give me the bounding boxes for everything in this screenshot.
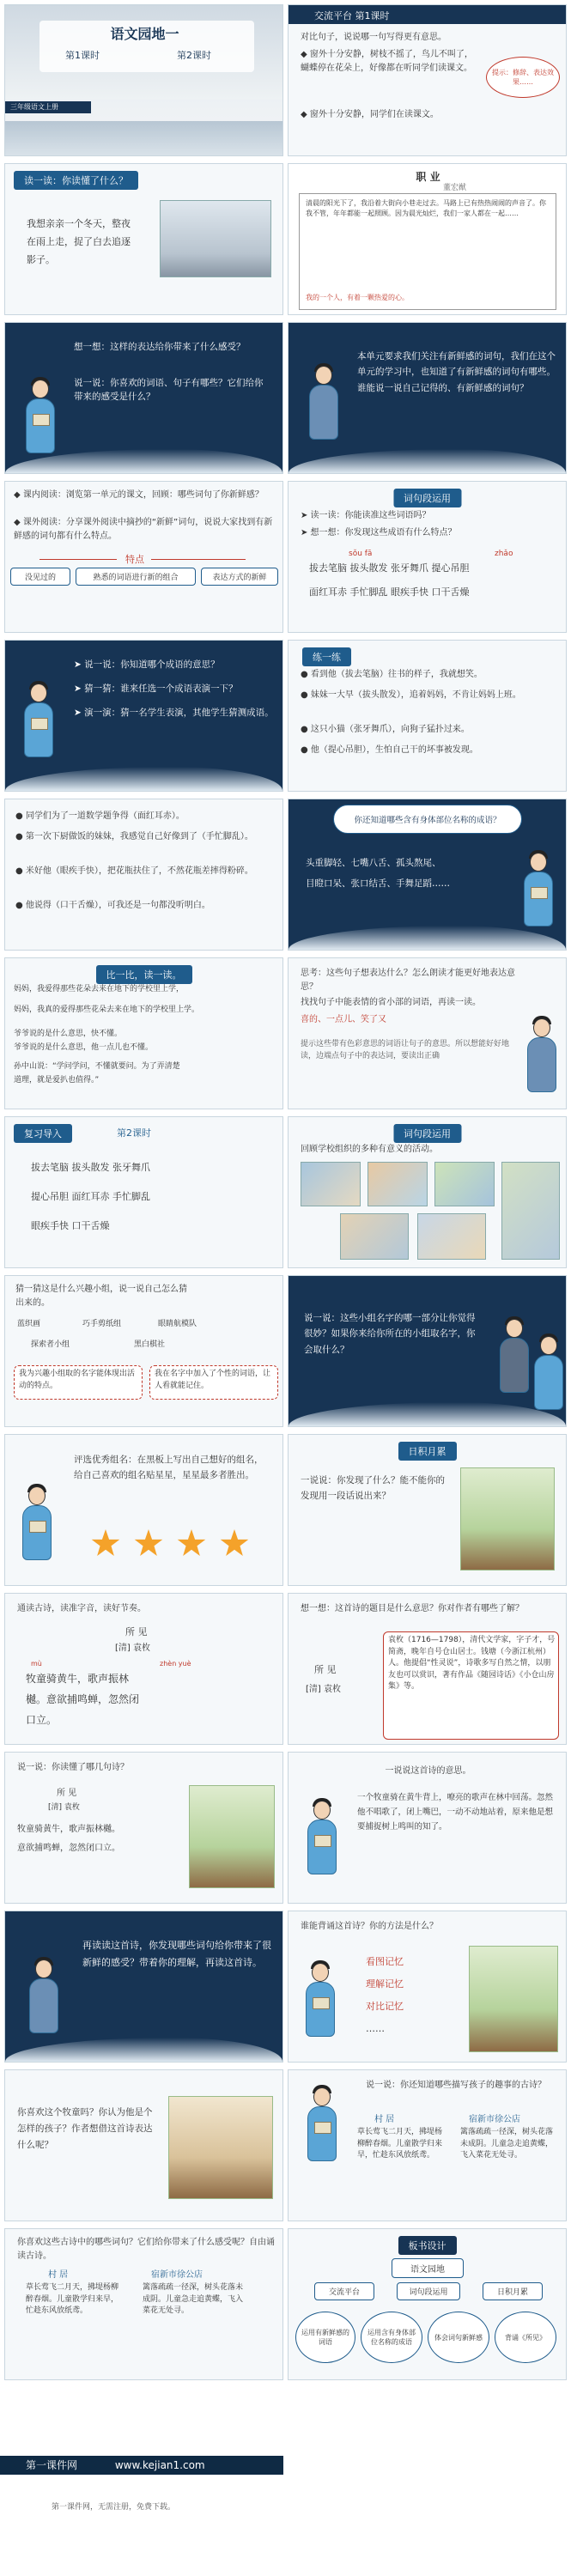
guess-question: 猜一猜这是什么兴趣小组，说一说自己怎么猜出来的。 bbox=[15, 1285, 187, 1308]
footer bbox=[0, 2456, 571, 2576]
question-bubble: 你还知道哪些含有身体部位名称的成语？ bbox=[333, 805, 522, 834]
slide-favorite-lines bbox=[4, 2228, 283, 2380]
review-row-1: 拔去笔脑 拔头散发 张牙舞爪 bbox=[31, 1162, 150, 1173]
compare-2: 妈妈，我真的爱得那些花朵去来在地下的学校里上学。 bbox=[14, 1005, 200, 1014]
item-think: 想一想：这样的表达给你带来了什么感受？ bbox=[74, 342, 246, 352]
poem-question: 说一说：你还知道哪些描写孩子的趣事的古诗？ bbox=[366, 2081, 546, 2090]
wave-decoration bbox=[5, 2038, 282, 2062]
poem-line-1: 牧童骑黄牛，歌声振林 bbox=[26, 1673, 130, 1685]
student-figure bbox=[302, 1801, 342, 1878]
feature-new-combo: 熟悉的词语进行新的组合 bbox=[76, 568, 196, 586]
activity-question: 回顾学校组织的多种有意义的活动。 bbox=[301, 1145, 438, 1154]
header-pill: 板书设计 bbox=[398, 2236, 457, 2255]
slide-practice-1 bbox=[288, 640, 567, 792]
compare-4: 爷爷说的是什么意思，他一点儿也不懂。 bbox=[14, 1043, 154, 1052]
bullet-1: ◆ 窗外十分安静，树枝不摇了，鸟儿不叫了，蝴蝶停在花朵上，好像都在听同学们读课文。 bbox=[301, 50, 473, 73]
slide-word-use bbox=[288, 481, 567, 633]
star-icon bbox=[177, 1529, 206, 1558]
header-pill: 比一比，读一读。 bbox=[96, 965, 192, 984]
poem-line-2: 意欲捕鸣蝉，忽然闭口立。 bbox=[17, 1844, 120, 1853]
bracket-right bbox=[151, 559, 246, 560]
star-icon bbox=[220, 1529, 249, 1558]
slide-understand bbox=[4, 1752, 283, 1904]
student-figure bbox=[21, 380, 60, 457]
key-words: 喜的、一点儿、笑了又 bbox=[301, 1015, 386, 1024]
site-name[interactable]: 第一课件网 bbox=[26, 2459, 78, 2471]
herd-boy-painting bbox=[460, 1467, 555, 1571]
poem-1-title: 村 居 bbox=[48, 2270, 69, 2280]
discover-text: 一说说：你发现了什么？能不能你的发现用一段话说出来？ bbox=[301, 1475, 445, 1502]
meaning-question: 一说说这首诗的意思。 bbox=[385, 1766, 471, 1776]
teacher-figure bbox=[24, 1959, 64, 2037]
item-in-class: ◆ 课内阅读：浏览第一单元的课文，回顾：哪些词句了你新鲜感？ bbox=[14, 490, 264, 500]
compare-6: 道理，就是爱扒也值得。” bbox=[14, 1076, 100, 1084]
favorite-question: 你喜欢这些古诗中的哪些词句？它们给你带来了什么感受呢？自由诵读古诗。 bbox=[17, 2238, 275, 2261]
wave-decoration bbox=[289, 1402, 566, 1426]
poem-line-3: 口立。 bbox=[26, 1714, 58, 1726]
method-1: 看图记忆 bbox=[366, 1956, 404, 1967]
tip: 提示这些带有色彩意思的词语让句子的意思。所以想能好好地读，边端点句子中的表达词，要读出正确 bbox=[301, 1040, 510, 1060]
header-pill: 读一读：你读懂了什么？ bbox=[14, 171, 138, 190]
footer-bar bbox=[0, 2456, 283, 2475]
slide-read bbox=[4, 163, 283, 315]
lesson-title: 语文园地一 bbox=[110, 26, 179, 42]
practice-7: ● 米好他（眼疾手快），把花瓶扶住了，不然花瓶差摔得粉碎。 bbox=[15, 866, 253, 876]
bullet-2: ◆ 窗外十分安静，同学们在读课文。 bbox=[301, 110, 439, 119]
idioms-line-2: 目瞪口呆、张口结舌、手舞足蹈…… bbox=[306, 878, 450, 889]
reread-text: 再读读这首诗，你发现哪些词句给你带来了很新鲜的感受？带着你的理解，再读这首诗。 bbox=[82, 1940, 271, 1969]
slide-title bbox=[4, 4, 283, 156]
meaning-text: 一个牧童骑在黄牛背上，嘹亮的歌声在林中回荡。忽然他不唱歌了，闭上嘴巴，一动不动地站着，原来他是想要捕捉树上鸣叫的知了。 bbox=[357, 1793, 554, 1832]
compare-5: 孙中山说：“学问学问，不懂就要问。为了弄清楚 bbox=[14, 1062, 180, 1071]
herd-boy-painting bbox=[469, 1946, 558, 2052]
item-extra: ◆ 课外阅读：分享课外阅读中摘抄的“新鲜”词句，说说大家找到有新鲜感的词句都有什么特点。 bbox=[14, 518, 273, 541]
wave-decoration bbox=[289, 449, 566, 473]
slide-vote bbox=[4, 1434, 283, 1586]
board-node-exchange: 交流平台 bbox=[314, 2282, 374, 2300]
slide-review bbox=[4, 1116, 283, 1268]
tab-lesson-2[interactable]: 第2课时 bbox=[177, 50, 211, 61]
star-icon bbox=[134, 1529, 163, 1558]
instruction-text: 本单元要求我们关注有新鲜感的词句，我们在这个单元的学习中，也知道了有新鲜感的词句有哪些。谁能说一说自己记得的、有新鲜感的词句？ bbox=[357, 351, 556, 393]
read-instruction: 通读古诗，读准字音，读好节奏。 bbox=[17, 1604, 146, 1613]
student-figure bbox=[301, 1963, 340, 2040]
item-say: ➤ 说一说：你知道哪个成语的意思？ bbox=[74, 659, 220, 670]
understand-question: 说一说：你读懂了哪几句诗？ bbox=[17, 1763, 129, 1772]
article-author: 董宏猷 bbox=[443, 184, 467, 192]
board-oval-4: 背诵《所见》 bbox=[495, 2312, 556, 2363]
discussion-text: 你喜欢这个牧童吗？你认为他是个怎样的孩子？作者想借这首诗表达什么呢？ bbox=[17, 2107, 153, 2150]
tab-lesson-1[interactable]: 第1课时 bbox=[65, 50, 100, 61]
method-3: 对比记忆 bbox=[366, 2001, 404, 2012]
comment-2: 我在名字中加入了个性的词语，让人看就能记住。 bbox=[155, 1370, 271, 1390]
slide-poem-read bbox=[4, 1593, 283, 1745]
wave-decoration bbox=[5, 767, 282, 791]
article-title: 职 业 bbox=[416, 171, 440, 183]
slide-recite bbox=[288, 1911, 567, 2063]
group-1: 蓝织画 bbox=[17, 1320, 41, 1328]
practice-1: ● 看到他（拔去笔脑）往书的样子，我就想笑。 bbox=[301, 670, 483, 679]
photo-3 bbox=[434, 1162, 495, 1206]
recite-question: 谁能背诵这首诗？你的方法是什么？ bbox=[301, 1922, 438, 1931]
group-4: 探索者小组 bbox=[31, 1340, 70, 1349]
ox-painting bbox=[168, 2096, 273, 2199]
reading-text: 我想亲亲一个冬天，整夜在雨上走，捉了白去追逐影子。 bbox=[27, 218, 131, 265]
group-3: 眼睛航模队 bbox=[158, 1320, 197, 1328]
slide-think bbox=[4, 322, 283, 474]
header-pill: 词句段运用 bbox=[393, 489, 461, 507]
slide-think-read bbox=[288, 957, 567, 1109]
method-more: …… bbox=[366, 2023, 385, 2034]
slide-compare bbox=[4, 957, 283, 1109]
winter-house-image bbox=[160, 200, 271, 277]
poem-line-2: 樾。意欲捕鸣蝉，忽然闭 bbox=[26, 1693, 140, 1705]
idiom-row-1: 拔去笔脑 拔头散发 张牙舞爪 提心吊胆 bbox=[309, 562, 470, 574]
slide-board-design bbox=[288, 2228, 567, 2380]
practice-3: ● 这只小猫（张牙舞爪），向狗子猛扑过来。 bbox=[301, 725, 470, 734]
hint-bubble: 提示：修辞、表达效果…… bbox=[486, 57, 560, 98]
site-url[interactable]: www.kejian1.com bbox=[114, 2459, 205, 2471]
review-row-3: 眼疾手快 口干舌燥 bbox=[31, 1220, 110, 1231]
grade-tag: 三年级语文上册 bbox=[5, 101, 91, 113]
hint: 找找句子中能表情的省小部的词语，再读一读。 bbox=[301, 998, 481, 1007]
practice-6: ● 第一次下厨做饭的妹妹，我感觉自己好像到了（手忙脚乱）。 bbox=[15, 832, 253, 841]
item-act: ➤ 演一演：猜一名学生表演，其他学生猜测成语。 bbox=[74, 708, 274, 718]
slide-author bbox=[288, 1593, 567, 1745]
student-figure bbox=[529, 1336, 567, 1413]
poem-author: [清] 袁枚 bbox=[48, 1803, 80, 1812]
board-center: 语文园地 bbox=[392, 2258, 464, 2278]
feature-unseen: 没见过的 bbox=[10, 568, 70, 586]
group-5: 黑白棋社 bbox=[134, 1340, 166, 1349]
practice-4: ● 他（提心吊胆），生怕自己干的坏事被发现。 bbox=[301, 745, 478, 755]
header-pill: 复习导入 bbox=[14, 1124, 72, 1143]
board-node-daily: 日积月累 bbox=[483, 2282, 543, 2300]
slide-reread bbox=[4, 1911, 283, 2063]
practice-5: ● 同学们为了一道数学题争得（面红耳赤）。 bbox=[15, 811, 185, 821]
student-figure bbox=[17, 1486, 57, 1564]
header-pill: 词句段运用 bbox=[393, 1124, 461, 1143]
footer-note: 第一课件网，无需注册，免费下载。 bbox=[52, 2503, 176, 2512]
board-oval-2: 运用含有身体部位名称的成语 bbox=[361, 2312, 422, 2363]
board-oval-3: 体会词句新鲜感 bbox=[428, 2312, 489, 2363]
student-figure bbox=[19, 683, 58, 761]
pinyin-2: zhǎo bbox=[495, 550, 513, 558]
board-node-words: 词句段运用 bbox=[397, 2282, 460, 2300]
item-think: ➤ 想一想：你发现这些成语有什么特点？ bbox=[301, 528, 457, 538]
item-read: ➤ 读一读：你能读准这些词语吗？ bbox=[301, 511, 431, 520]
think-question: 思考：这些句子想表达什么？怎么朗读才能更好地表达意思？ bbox=[301, 969, 515, 992]
photo-1 bbox=[301, 1162, 361, 1206]
feature-label: 特点 bbox=[125, 554, 144, 565]
slide-activities bbox=[288, 1116, 567, 1268]
slide-groups bbox=[4, 1275, 283, 1427]
poem-2-text: 篱落疏疏一径深，树头花落未成阴。儿童急走追黄蝶，飞入菜花无处寻。 bbox=[143, 2283, 244, 2315]
slide-fresh-words bbox=[288, 322, 567, 474]
teacher-figure bbox=[304, 366, 343, 443]
bracket-left bbox=[39, 559, 117, 560]
slide-more-poems bbox=[288, 2069, 567, 2221]
slide-article bbox=[288, 163, 567, 315]
idioms-line-1: 头重脚轻、七嘴八舌、孤头熬尾、 bbox=[306, 858, 441, 868]
poem-1-title: 村 居 bbox=[374, 2115, 395, 2124]
pinyin-1: sǒu fā bbox=[349, 550, 373, 558]
poem-author: [清] 袁枚 bbox=[115, 1643, 150, 1653]
header-pill: 练一练 bbox=[302, 647, 351, 666]
poem-title: 所 见 bbox=[314, 1664, 337, 1675]
poem-author: [清] 袁枚 bbox=[306, 1685, 341, 1694]
slide-exchange bbox=[288, 4, 567, 156]
group-2: 巧手剪纸组 bbox=[82, 1320, 122, 1328]
slide-herd-boy bbox=[4, 2069, 283, 2221]
star-icon bbox=[91, 1529, 120, 1558]
article-body: 清晨的阳光下了，我沿着大街向小巷走过去。马路上已有热热闹闹的声音了。你我不管，年年都能一起照顾。因为晨光灿烂，我们一家人都在一起…… bbox=[306, 199, 546, 217]
article-highlight: 我的一个人，有着一颗热爱的心。 bbox=[306, 294, 409, 301]
board-oval-1: 运用有新鲜感的词语 bbox=[295, 2312, 355, 2363]
poem-1-text: 草长莺飞二月天，拂堤杨柳醉春烟。儿童散学归来早，忙趁东风放纸鸢。 bbox=[26, 2283, 119, 2315]
tab-lesson-2[interactable]: 第2课时 bbox=[117, 1127, 151, 1139]
compare-1: 妈妈，我爱得那些花朵去来在地下的学校里上学， bbox=[14, 985, 185, 993]
pinyin-zhen-yue: zhèn yuè bbox=[160, 1660, 191, 1668]
slide-meaning bbox=[288, 1752, 567, 1904]
photo-4 bbox=[340, 1213, 409, 1260]
idiom-row-2: 面红耳赤 手忙脚乱 眼疾手快 口干舌燥 bbox=[309, 586, 470, 598]
poem-title: 所 见 bbox=[57, 1789, 77, 1798]
student-figure bbox=[302, 2087, 342, 2165]
comment-1: 我为兴趣小组取的名字能体现出活动的特点。 bbox=[19, 1370, 136, 1390]
poem-2-title: 宿新市徐公店 bbox=[151, 2270, 203, 2280]
slide-practice-2 bbox=[4, 799, 283, 951]
question: 对比句子，说说哪一句写得更有意思。 bbox=[301, 33, 446, 42]
item-guess: ➤ 猜一猜：谁来任选一个成语表演一下？ bbox=[74, 683, 238, 694]
item-say: 说一说：你喜欢的词语、句子有哪些？它们给你带来的感受是什么？ bbox=[74, 378, 264, 403]
slide-daily-accumulation bbox=[288, 1434, 567, 1586]
method-2: 理解记忆 bbox=[366, 1978, 404, 1990]
poem-1-text: 草长莺飞二月天，拂堤杨柳醉春烟。儿童散学归来早，忙趁东风放纸鸢。 bbox=[357, 2128, 443, 2160]
teacher-figure bbox=[522, 1018, 562, 1096]
header-pill: 日积月累 bbox=[398, 1442, 457, 1461]
photo-5 bbox=[417, 1213, 486, 1260]
pinyin-mu: mù bbox=[31, 1660, 42, 1668]
slide-idiom-game bbox=[4, 640, 283, 792]
photo-2 bbox=[368, 1162, 428, 1206]
compare-3: 爷爷说的是什么意思，快不懂。 bbox=[14, 1030, 123, 1038]
think-question: 想一想：这首诗的题目是什么意思？你对作者有哪些了解？ bbox=[301, 1604, 524, 1613]
practice-8: ● 他说得（口干舌燥），可我还是一句都没听明白。 bbox=[15, 901, 210, 910]
vote-text: 评选优秀组名：在黑板上写出自己想好的组名，给自己喜欢的组名贴星星，星星最多者胜出。 bbox=[74, 1455, 264, 1481]
slide-reading-types bbox=[4, 481, 283, 633]
poem-2-title: 宿新市徐公店 bbox=[469, 2115, 520, 2124]
practice-2: ● 妹妹一大早（拔头散发），追着妈妈，不肯让妈妈上班。 bbox=[301, 690, 521, 700]
ground bbox=[5, 121, 283, 155]
poem-line-1: 牧童骑黄牛，歌声振林樾。 bbox=[17, 1825, 120, 1834]
slide-body-idioms bbox=[288, 799, 567, 951]
photo-6 bbox=[501, 1162, 560, 1260]
student-figure bbox=[519, 853, 558, 930]
slide-name-groups bbox=[288, 1275, 567, 1427]
poem-title: 所 见 bbox=[125, 1626, 148, 1637]
header-title: 交流平台 第1课时 bbox=[314, 10, 390, 21]
instruction-text: 说一说：这些小组名字的哪一部分让你觉得很妙？如果你来给你所在的小组取名字，你会取什么？ bbox=[304, 1313, 476, 1355]
poem-2-text: 篱落疏疏一径深，树头花落未成阴。儿童急走追黄蝶，飞入菜花无处寻。 bbox=[460, 2128, 554, 2160]
herd-boy-painting bbox=[189, 1785, 275, 1888]
review-row-2: 提心吊胆 面红耳赤 手忙脚乱 bbox=[31, 1191, 150, 1202]
author-bio: 袁枚（1716—1798），清代文学家，字子才，号简斋，晚年自号仓山居士。钱塘（今浙江杭州）人。他提倡“性灵说”，诗歌多写自然之情，以朋友也可以赏识，著有作品《随园诗话》《小仓山房集》等。 bbox=[388, 1636, 556, 1691]
feature-new-expression: 表达方式的新鲜 bbox=[201, 568, 278, 586]
